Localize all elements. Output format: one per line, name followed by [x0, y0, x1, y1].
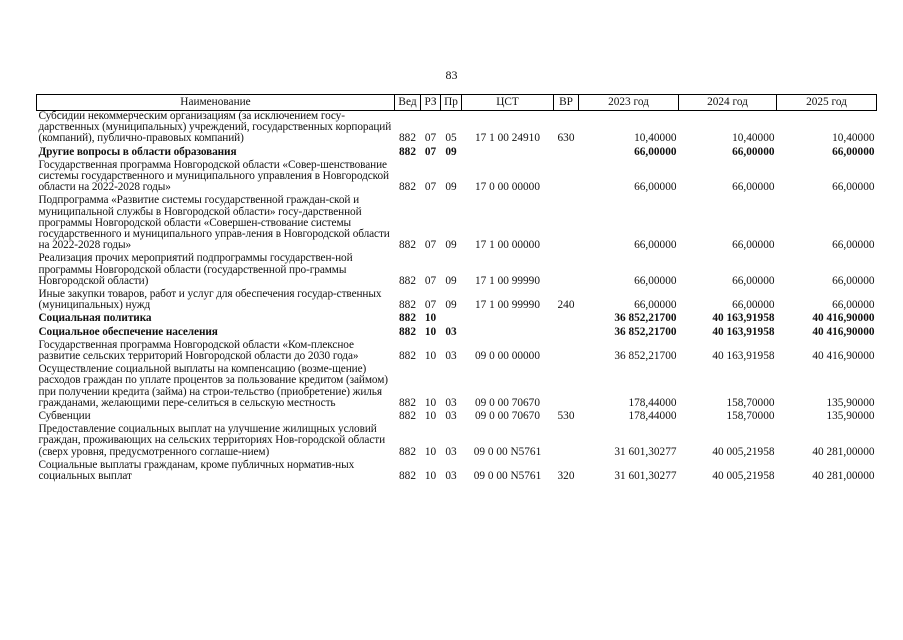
row-ved: 882 [399, 396, 416, 409]
col-header-cst: ЦСТ [462, 95, 554, 111]
row-pr [441, 313, 462, 326]
row-rz: 10 [424, 350, 437, 363]
row-2025: 66,00000 [832, 145, 875, 158]
row-2024: 40 163,91958 [712, 350, 775, 363]
table-row [37, 111, 877, 147]
col-header-2025: 2025 год [777, 95, 877, 111]
table-row [37, 195, 877, 253]
row-pr: 09 [445, 239, 457, 252]
row-2023: 36 852,21700 [614, 350, 677, 363]
table-row [37, 424, 877, 460]
row-ved: 882 [399, 132, 416, 145]
budget-table [36, 94, 877, 484]
row-ved: 882 [399, 350, 416, 363]
row-vr [554, 340, 579, 364]
row-ved: 882 [399, 325, 416, 338]
row-rz: 10 [424, 312, 437, 325]
page-number: 83 [445, 68, 458, 82]
row-name: Иные закупки товаров, работ и услуг для обеспечения государ-ственных (муниципальных) нужд [38, 288, 382, 312]
table-row [37, 327, 877, 340]
row-cst: 09 0 00 70670 [475, 396, 540, 409]
row-cst: 17 1 00 99990 [475, 274, 540, 287]
col-header-2024: 2024 год [679, 95, 777, 111]
row-pr: 05 [445, 132, 457, 145]
row-name: Субвенции [38, 410, 91, 423]
table-row [37, 160, 877, 196]
row-2024: 40 163,91958 [712, 325, 775, 338]
col-header-rz: РЗ [421, 95, 441, 111]
row-vr [554, 424, 579, 460]
row-rz: 10 [424, 396, 437, 409]
row-2025: 66,00000 [832, 274, 875, 287]
row-2024: 40 005,21958 [712, 470, 775, 483]
row-cst: 09 0 00 70670 [475, 410, 540, 423]
row-2025: 135,90000 [826, 410, 875, 423]
row-vr [554, 147, 579, 160]
row-rz: 07 [424, 132, 437, 145]
row-cst: 17 0 00 00000 [475, 181, 540, 194]
row-2025: 66,00000 [832, 299, 875, 312]
row-2024: 10,40000 [732, 132, 775, 145]
header-row [37, 95, 877, 111]
table-row [37, 313, 877, 326]
row-cst: 09 0 00 00000 [475, 350, 540, 363]
row-2025: 66,00000 [832, 239, 875, 252]
table-row [37, 147, 877, 160]
row-2024: 158,70000 [726, 396, 775, 409]
row-pr: 09 [445, 145, 457, 158]
col-header-2023: 2023 год [579, 95, 679, 111]
col-header-name: Наименование [37, 95, 395, 111]
row-cst [462, 313, 554, 326]
row-pr: 03 [445, 396, 457, 409]
row-2023: 66,00000 [634, 145, 677, 158]
row-vr: 320 [557, 470, 575, 483]
row-2023: 36 852,21700 [614, 312, 677, 325]
row-ved: 882 [399, 239, 416, 252]
table-row [37, 364, 877, 411]
row-2025: 40 416,90000 [812, 350, 875, 363]
row-rz: 10 [424, 470, 437, 483]
row-ved: 882 [399, 145, 416, 158]
row-2023: 31 601,30277 [614, 445, 677, 458]
row-rz: 07 [424, 299, 437, 312]
table-row [37, 340, 877, 364]
row-ved: 882 [399, 181, 416, 194]
row-pr: 03 [445, 470, 457, 483]
row-2023: 66,00000 [634, 181, 677, 194]
row-vr [554, 313, 579, 326]
row-2025: 40 416,90000 [812, 325, 875, 338]
row-vr: 530 [557, 410, 575, 423]
row-ved: 882 [399, 470, 416, 483]
row-2024: 66,00000 [732, 181, 775, 194]
col-header-pr: Пр [441, 95, 462, 111]
row-ved: 882 [399, 274, 416, 287]
row-2023: 10,40000 [634, 132, 677, 145]
row-2025: 40 281,00000 [812, 470, 875, 483]
row-2024: 158,70000 [726, 410, 775, 423]
row-name: Другие вопросы в области образования [38, 145, 237, 158]
row-pr: 09 [445, 274, 457, 287]
row-name: Предоставление социальных выплат на улучшение жилищных условий граждан, проживающих на сельских территориях Нов-городской области (сверх уровня, предусмотренного соглаше-нием) [38, 423, 386, 458]
row-2025: 66,00000 [832, 181, 875, 194]
row-ved: 882 [399, 312, 416, 325]
row-rz: 07 [424, 181, 437, 194]
row-pr: 09 [445, 181, 457, 194]
row-name: Осуществление социальной выплаты на компенсацию (возме-щение) расходов граждан по уплате процентов за пользование кредитом (займом) при получении кредита (займа) на строи-тельство (приобретение) жилья гражданами, желающими пере-селиться в сельскую местность [38, 363, 388, 409]
row-2024: 40 163,91958 [712, 312, 775, 325]
row-2023: 178,44000 [628, 410, 677, 423]
row-cst: 09 0 00 N5761 [473, 470, 542, 483]
table-row [37, 253, 877, 289]
col-header-vr: ВР [554, 95, 579, 111]
row-name: Государственная программа Новгородской области «Ком-плексное развитие сельских территорий Новгородской области до 2030 года» [38, 338, 359, 363]
row-cst [462, 327, 554, 340]
row-cst: 17 1 00 99990 [475, 299, 540, 312]
row-pr: 03 [445, 325, 457, 338]
row-name: Социальное обеспечение населения [38, 325, 218, 338]
row-vr [554, 195, 579, 253]
row-vr [554, 327, 579, 340]
row-rz: 07 [424, 239, 437, 252]
row-2023: 66,00000 [634, 274, 677, 287]
row-2024: 66,00000 [732, 239, 775, 252]
row-2023: 66,00000 [634, 299, 677, 312]
row-cst [462, 147, 554, 160]
row-2023: 31 601,30277 [614, 470, 677, 483]
row-2023: 66,00000 [634, 239, 677, 252]
row-name: Подпрограмма «Развитие системы государственной граждан-ской и муниципальной службы в Новгородской области» госу-дарственной программы Новгородской области «Совершен-ствование системы государственного и муниципального управ-ления в Новгородской области на 2022-2028 годы» [38, 194, 390, 252]
table-row [37, 460, 877, 484]
row-cst: 09 0 00 N5761 [473, 445, 542, 458]
row-pr: 03 [445, 350, 457, 363]
row-rz: 07 [424, 145, 437, 158]
row-vr [554, 253, 579, 289]
row-rz: 10 [424, 445, 437, 458]
row-name: Государственная программа Новгородской области «Совер-шенствование системы государственного и муниципального управления в Новгородской области на 2022-2028 годы» [38, 158, 389, 194]
row-ved: 882 [399, 410, 416, 423]
row-2024: 66,00000 [732, 299, 775, 312]
row-vr: 240 [557, 299, 575, 312]
row-name: Субсидии некоммерческим организациям (за исключением госу-дарственных (муниципальных) учреждений, государственных корпораций (компаний), публично-правовых компаний) [38, 110, 392, 145]
row-rz: 07 [424, 274, 437, 287]
row-2024: 40 005,21958 [712, 445, 775, 458]
row-pr: 09 [445, 299, 457, 312]
row-pr: 03 [445, 410, 457, 423]
row-pr: 03 [445, 445, 457, 458]
row-vr [554, 364, 579, 411]
row-ved: 882 [399, 445, 416, 458]
row-name: Социальные выплаты гражданам, кроме публичных норматив-ных социальных выплат [38, 458, 355, 483]
row-2024: 66,00000 [732, 145, 775, 158]
row-name: Реализация прочих мероприятий подпрограммы государствен-ной программы Новгородской области (государственной про-граммы Новгородской области) [38, 252, 353, 287]
row-cst: 17 1 00 24910 [475, 132, 540, 145]
table-row [37, 289, 877, 313]
row-2025: 10,40000 [832, 132, 875, 145]
row-2023: 36 852,21700 [614, 325, 677, 338]
row-2023: 178,44000 [628, 396, 677, 409]
row-2025: 40 281,00000 [812, 445, 875, 458]
row-2025: 135,90000 [826, 396, 875, 409]
row-2025: 40 416,90000 [812, 312, 875, 325]
row-vr: 630 [557, 132, 575, 145]
row-cst: 17 1 00 00000 [475, 239, 540, 252]
row-ved: 882 [399, 299, 416, 312]
row-rz: 10 [424, 325, 437, 338]
row-2024: 66,00000 [732, 274, 775, 287]
col-header-ved: Вед [395, 95, 421, 111]
row-rz: 10 [424, 410, 437, 423]
row-name: Социальная политика [38, 312, 152, 325]
row-vr [554, 160, 579, 196]
